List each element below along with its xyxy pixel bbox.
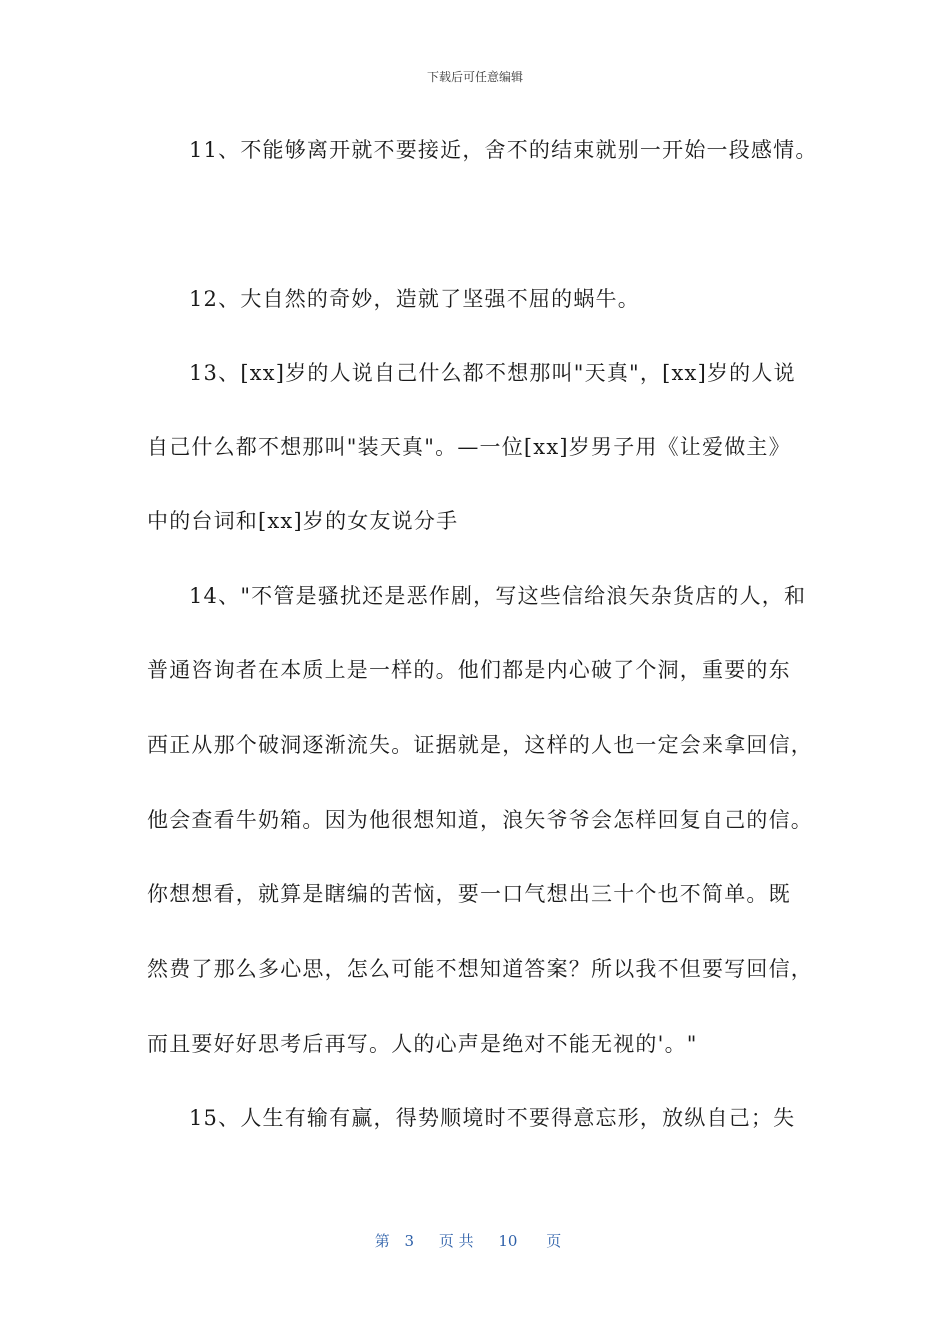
- text-line-11: 11、不能够离开就不要接近，舍不的结束就别一开始一段感情。: [189, 138, 818, 162]
- text-line-12: 12、大自然的奇妙，造就了坚强不屈的蜗牛。: [189, 287, 640, 311]
- text-line-14b: 普通咨询者在本质上是一样的。他们都是内心破了个洞，重要的东: [147, 658, 791, 682]
- text-line-14e: 你想想看，就算是瞎编的苦恼，要一口气想出三十个也不简单。既: [147, 882, 791, 906]
- text-line-14c: 西正从那个破洞逐渐流失。证据就是，这样的人也一定会来拿回信，: [147, 733, 813, 757]
- footer-prefix: 第: [374, 1232, 390, 1250]
- text-line-13c: 中的台词和[xx]岁的女友说分手: [147, 509, 459, 533]
- text-line-14f: 然费了那么多心思，怎么可能不想知道答案？所以我不但要写回信，: [147, 957, 813, 981]
- page-footer: [0, 1230, 950, 1251]
- text-line-13a: 13、[xx]岁的人说自己什么都不想那叫"天真"，[xx]岁的人说: [189, 361, 796, 385]
- text-line-15: 15、人生有输有赢，得势顺境时不要得意忘形，放纵自己；失: [189, 1106, 796, 1130]
- text-line-14a: 14、"不管是骚扰还是恶作剧，写这些信给浪矢杂货店的人，和: [189, 584, 807, 608]
- text-line-14g: 而且要好好思考后再写。人的心声是绝对不能无视的'。": [147, 1032, 698, 1056]
- footer-suffix: 页: [546, 1232, 562, 1250]
- page-header: 下载后可任意编辑: [426, 70, 523, 84]
- text-line-13b: 自己什么都不想那叫"装天真"。—一位[xx]岁男子用《让爱做主》: [147, 435, 791, 459]
- text-line-14d: 他会查看牛奶箱。因为他很想知道，浪矢爷爷会怎样回复自己的信。: [147, 808, 813, 832]
- footer-total-pages: 10: [498, 1232, 518, 1250]
- footer-current-page: 3: [404, 1232, 415, 1250]
- footer-mid: 页 共: [438, 1232, 474, 1250]
